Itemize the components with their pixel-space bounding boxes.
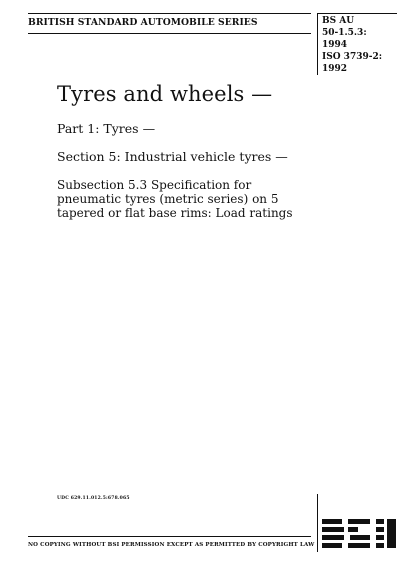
standard-number-line: BS AU bbox=[322, 16, 355, 26]
copyright-notice: NO COPYING WITHOUT BSI PERMISSION EXCEPT AS PERMITTED BY COPYRIGHT LAW bbox=[28, 542, 315, 548]
part-title: Part 1: Tyres — bbox=[57, 121, 156, 136]
section-title: Section 5: Industrial vehicle tyres — bbox=[57, 149, 288, 164]
header-rule-right bbox=[317, 13, 397, 14]
header-rule-bottom-left bbox=[28, 33, 311, 34]
standard-numbers bbox=[322, 15, 382, 75]
series-title: BRITISH STANDARD AUTOMOBILE SERIES bbox=[28, 17, 258, 28]
udc-code: UDC 629.11.012.5:678.065 bbox=[57, 496, 130, 501]
subsection-title: Subsection 5.3 Specification for pneumatic tyres (metric series) on 5 tapered or flat base rims: Load ratings bbox=[57, 178, 293, 220]
document-title: Tyres and wheels — bbox=[57, 82, 273, 106]
standard-number-line: 1992 bbox=[322, 64, 348, 74]
header-rule-top-left bbox=[28, 13, 311, 14]
header-divider bbox=[317, 13, 318, 75]
standard-number-line: ISO 3739-2: bbox=[322, 52, 383, 62]
standard-number-line: 1994 bbox=[322, 40, 348, 50]
footer-divider bbox=[317, 494, 318, 552]
bsi-logo bbox=[321, 517, 397, 551]
standard-number-line: 50-1.5.3: bbox=[322, 28, 367, 38]
footer-rule-top bbox=[28, 536, 311, 537]
